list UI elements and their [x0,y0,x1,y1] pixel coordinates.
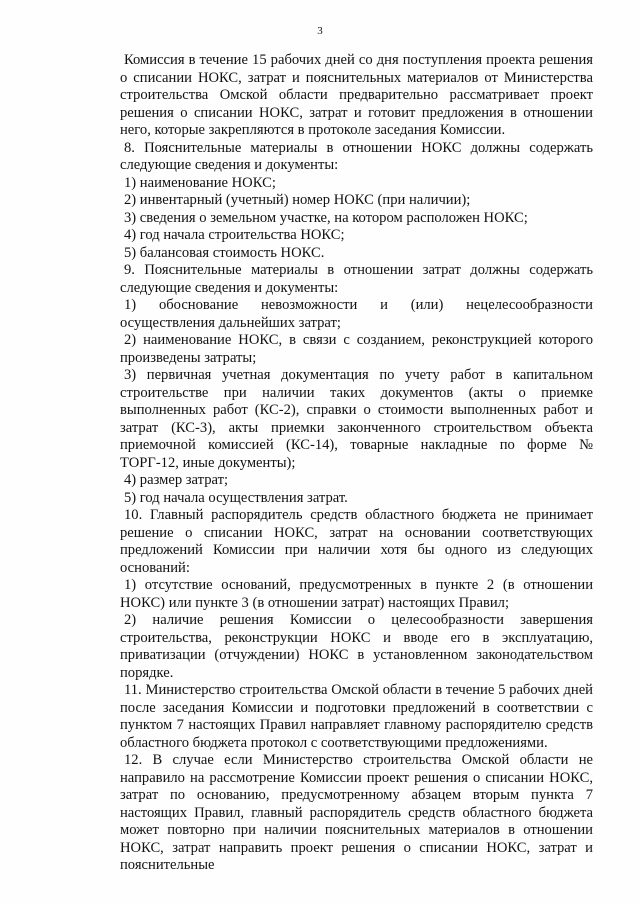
paragraph-10-item-1: 1) отсутствие оснований, предусмотренных в пункте 2 (в отношении НОКС) или пункте 3 (в отношении затрат) настоящих Правил; [120,577,593,611]
paragraph-8-item-4: 4) год начала строительства НОКС; [124,227,345,243]
paragraph-8-item-3: 3) сведения о земельном участке, на котором расположен НОКС; [124,209,528,226]
paragraph-8-item-2: 2) инвентарный (учетный) номер НОКС (при наличии); [124,192,471,208]
paragraph-9-heading: 9. Пояснительные материалы в отношении затрат должны содержать следующие сведения и документы: [120,262,593,296]
paragraph-8-item-5: 5) балансовая стоимость НОКС. [124,244,325,261]
page-number: 3 [317,25,323,37]
paragraph-9-item-5: 5) год начала осуществления затрат. [124,489,348,506]
body-text [120,52,593,875]
paragraph-9-item-1: 1) обоснование невозможности и (или) нецелесообразности осуществления дальнейших затрат; [120,297,593,331]
paragraph-8-heading: 8. Пояснительные материалы в отношении НОКС должны содержать следующие сведения и документы: [120,139,593,173]
paragraph-9-item-3: 3) первичная учетная документация по учету работ в капитальном строительстве при наличии таких документов (акты о приемке выполненных работ (КС-2), справки о стоимости выполненных работ и затрат (КС-3), акты приемки законченного строительством объекта приемочной комиссией (КС-14), товарные накладные по форме № ТОРГ-12, иные документы); [120,367,593,471]
paragraph-8-item-1: 1) наименование НОКС; [124,174,276,191]
paragraph-10-heading: 10. Главный распорядитель средств областного бюджета не принимает решение о списании НОКС, затрат на основании соответствующих предложений Комиссии при наличии хотя бы одного из следующих оснований: [120,507,593,576]
paragraph-12: 12. В случае если Министерство строительства Омской области не направило на рассмотрение Комиссии проект решения о списании НОКС, затрат по основанию, предусмотренному абзацем вторым пункта 7 настоящих Правил, главный распорядитель средств областного бюджета может повторно при наличии пояснительных материалов в отношении НОКС, затрат направить проект решения о списании НОКС, затрат и пояснительные [120,752,593,873]
paragraph-commission-review: Комиссия в течение 15 рабочих дней со дня поступления проекта решения о списании НОКС, затрат и пояснительных материалов от Министерства строительства Омской области предварительно рассматривает проект решения о списании НОКС, затрат и готовит предложения в отношении него, которые закрепляются в протоколе заседания Комиссии. [120,52,593,138]
paragraph-10-item-2: 2) наличие решения Комиссии о целесообразности завершения строительства, реконструкции НОКС и вводе его в эксплуатацию, приватизации (отчуждении) НОКС в установленном законодательством порядке. [120,612,593,681]
paragraph-9-item-2: 2) наименование НОКС, в связи с созданием, реконструкцией которого произведены затраты; [120,332,593,366]
paragraph-11: 11. Министерство строительства Омской области в течение 5 рабочих дней после заседания Комиссии и подготовки предложений в соответствии с пунктом 7 настоящих Правил направляет главному распорядителю средств областного бюджета протокол с соответствующими предложениями. [120,682,593,751]
paragraph-9-item-4: 4) размер затрат; [124,472,229,488]
